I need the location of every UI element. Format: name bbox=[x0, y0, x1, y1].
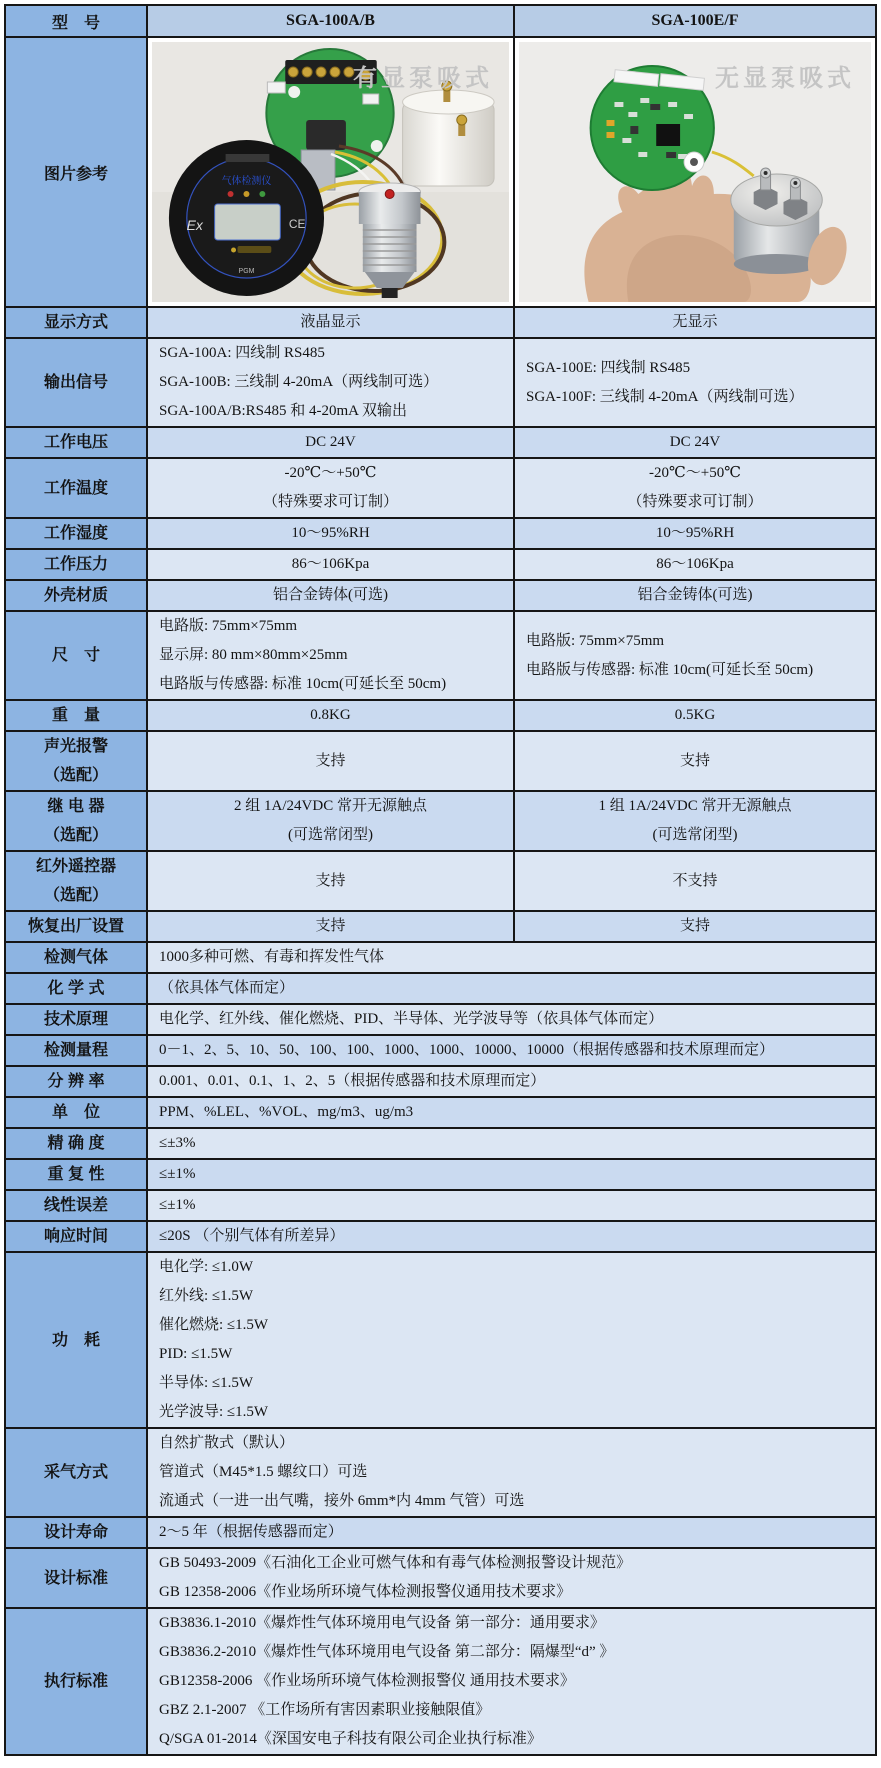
row-value bbox=[147, 580, 514, 611]
value-line: （依具体气体而定） bbox=[159, 980, 295, 996]
value-line: GB12358-2006 《作业场所环境气体检测报警仪 通用技术要求》 bbox=[159, 1673, 575, 1689]
row-label bbox=[5, 1128, 147, 1159]
table-row bbox=[5, 700, 876, 731]
label-line: 采气方式 bbox=[43, 1464, 108, 1481]
row-value bbox=[514, 427, 876, 458]
table-row bbox=[5, 911, 876, 942]
row-value bbox=[147, 307, 514, 338]
sensor-red-dot bbox=[385, 190, 394, 199]
value-line: PID: ≤1.5W bbox=[159, 1346, 233, 1362]
row-value bbox=[514, 307, 876, 338]
table-row bbox=[5, 942, 876, 973]
label-line: 工作电压 bbox=[43, 434, 108, 451]
image-row-label: 图片参考 bbox=[5, 37, 147, 307]
row-label bbox=[5, 1428, 147, 1517]
label-line: 重 量 bbox=[51, 707, 100, 724]
value-line: 0.5KG bbox=[674, 707, 716, 723]
table-row bbox=[5, 427, 876, 458]
label-line: 显示方式 bbox=[43, 314, 108, 331]
value-line: 电化学、红外线、催化燃烧、PID、半导体、光学波导等（依具体气体而定） bbox=[159, 1011, 664, 1027]
label-line: 技术原理 bbox=[43, 1011, 108, 1028]
value-line: ≤±1% bbox=[159, 1166, 196, 1182]
label-line: 恢复出厂设置 bbox=[27, 918, 124, 935]
row-value bbox=[514, 458, 876, 518]
table-row bbox=[5, 1097, 876, 1128]
column-header-sga100ab: SGA-100A/B bbox=[147, 5, 514, 37]
row-label bbox=[5, 611, 147, 700]
table-row bbox=[5, 1252, 876, 1428]
row-value bbox=[514, 518, 876, 549]
table-row bbox=[5, 307, 876, 338]
value-line: 光学波导: ≤1.5W bbox=[159, 1404, 269, 1420]
value-line: 0－1、2、5、10、50、100、100、1000、1000、10000、10000（根据传感器和技术原理而定） bbox=[159, 1042, 775, 1058]
row-label bbox=[5, 1035, 147, 1066]
value-line: 管道式（M45*1.5 螺纹口）可选 bbox=[159, 1464, 368, 1480]
label-line: 红外遥控器 bbox=[35, 858, 116, 875]
value-line: 0.8KG bbox=[310, 707, 351, 723]
row-value bbox=[147, 973, 876, 1004]
label-line: 设计标准 bbox=[43, 1569, 108, 1587]
model-header-label: 型 号 bbox=[5, 5, 147, 37]
ex-mark: Ex bbox=[186, 216, 203, 234]
row-value bbox=[147, 427, 514, 458]
led-red bbox=[228, 191, 234, 197]
row-label bbox=[5, 549, 147, 580]
row-label bbox=[5, 851, 147, 911]
value-line: 电路版: 75mm×75mm bbox=[526, 632, 665, 649]
value-line: 电路版: 75mm×75mm bbox=[159, 618, 298, 634]
row-value bbox=[147, 1097, 876, 1128]
value-line: 支持 bbox=[315, 872, 346, 889]
value-line: 支持 bbox=[315, 918, 346, 934]
header-row bbox=[5, 5, 876, 37]
label-line: （选配） bbox=[43, 827, 108, 844]
row-value bbox=[514, 911, 876, 942]
device-top-label bbox=[226, 154, 270, 162]
row-label bbox=[5, 518, 147, 549]
value-line: PPM、%LEL、%VOL、mg/m3、ug/m3 bbox=[159, 1104, 414, 1120]
row-value bbox=[147, 700, 514, 731]
label-line: 重 复 性 bbox=[47, 1166, 105, 1183]
value-line: DC 24V bbox=[669, 434, 721, 450]
row-label bbox=[5, 307, 147, 338]
row-value bbox=[514, 338, 876, 427]
row-value bbox=[147, 1517, 876, 1548]
row-value bbox=[147, 731, 514, 791]
image-row bbox=[5, 37, 876, 307]
value-line: (可选常闭型) bbox=[288, 827, 373, 843]
brand-strip bbox=[238, 246, 272, 253]
brass-nozzle-2 bbox=[457, 115, 467, 136]
row-value bbox=[514, 611, 876, 700]
row-label bbox=[5, 338, 147, 427]
value-line: 不支持 bbox=[672, 872, 718, 889]
row-label bbox=[5, 1097, 147, 1128]
table-row bbox=[5, 1128, 876, 1159]
table-row bbox=[5, 580, 876, 611]
product-photo-cell-right bbox=[514, 37, 876, 307]
label-line: 工作湿度 bbox=[43, 525, 108, 542]
row-label bbox=[5, 911, 147, 942]
label-line: 检测量程 bbox=[43, 1042, 108, 1059]
led-amber bbox=[243, 191, 249, 197]
row-label bbox=[5, 1066, 147, 1097]
row-value bbox=[147, 1035, 876, 1066]
pump-cylinder-white bbox=[403, 81, 494, 186]
table-row bbox=[5, 1517, 876, 1548]
row-value bbox=[147, 1428, 876, 1517]
value-line: 1000多种可燃、有毒和挥发性气体 bbox=[159, 949, 385, 965]
row-label bbox=[5, 1190, 147, 1221]
device-title: 气体检测仪 bbox=[221, 175, 272, 188]
row-value bbox=[514, 791, 876, 851]
row-value bbox=[147, 458, 514, 518]
row-value bbox=[147, 911, 514, 942]
value-line: DC 24V bbox=[305, 434, 356, 450]
row-value bbox=[514, 700, 876, 731]
row-value bbox=[147, 549, 514, 580]
value-line: 液晶显示 bbox=[300, 314, 361, 330]
row-value bbox=[147, 1221, 876, 1252]
pgm-button-label: PGM bbox=[238, 267, 255, 276]
row-value bbox=[147, 1190, 876, 1221]
row-value bbox=[147, 1159, 876, 1190]
row-label bbox=[5, 942, 147, 973]
value-line: ≤±3% bbox=[159, 1135, 196, 1151]
table-row bbox=[5, 518, 876, 549]
connector-white bbox=[267, 82, 285, 93]
value-line: GBZ 2.1-2007 《工作场所有害因素职业接触限值》 bbox=[159, 1702, 491, 1718]
value-line: 流通式（一进一出气嘴，接外 6mm*内 4mm 气管）可选 bbox=[159, 1493, 525, 1509]
label-line: 外壳材质 bbox=[43, 587, 108, 604]
table-row bbox=[5, 611, 876, 700]
product-photo-left bbox=[152, 42, 509, 302]
value-line: 铝合金铸体(可选) bbox=[273, 587, 388, 603]
value-line: 显示屏: 80 mm×80mm×25mm bbox=[159, 647, 348, 663]
value-line: 10～95%RH bbox=[291, 525, 370, 541]
value-line: -20℃～+50℃ bbox=[648, 465, 741, 481]
row-value bbox=[147, 1548, 876, 1608]
value-line: SGA-100A: 四线制 RS485 bbox=[159, 345, 325, 361]
row-value bbox=[514, 580, 876, 611]
row-label bbox=[5, 731, 147, 791]
row-value bbox=[147, 1608, 876, 1755]
table-row bbox=[5, 791, 876, 851]
label-line: 分 辨 率 bbox=[47, 1073, 105, 1090]
detector-device bbox=[169, 140, 324, 296]
row-label bbox=[5, 1004, 147, 1035]
table-row bbox=[5, 1190, 876, 1221]
value-line: GB3836.2-2010《爆炸性气体环境用电气设备 第二部分：隔爆型“d” 》 bbox=[159, 1644, 615, 1660]
table-row bbox=[5, 1159, 876, 1190]
value-line: （特殊要求可订制） bbox=[627, 494, 763, 510]
value-line: （特殊要求可订制） bbox=[262, 494, 398, 510]
column-header-sga100ef: SGA-100E/F bbox=[514, 5, 876, 37]
table-row bbox=[5, 1221, 876, 1252]
value-line: ≤20S （个别气体有所差异） bbox=[159, 1228, 345, 1244]
table-row bbox=[5, 1608, 876, 1755]
value-line: 2～5 年（根据传感器而定） bbox=[159, 1524, 343, 1540]
row-label bbox=[5, 1608, 147, 1755]
value-line: 10～95%RH bbox=[655, 525, 735, 541]
value-line: 2 组 1A/24VDC 常开无源触点 bbox=[234, 798, 427, 814]
label-line: 执行标准 bbox=[43, 1673, 108, 1690]
row-value bbox=[147, 1066, 876, 1097]
value-line: 0.001、0.01、0.1、1、2、5（根据传感器和技术原理而定） bbox=[159, 1073, 546, 1089]
watermark-left: 有显泵吸式 bbox=[353, 66, 493, 92]
value-line: ≤±1% bbox=[159, 1197, 196, 1213]
table-row bbox=[5, 1428, 876, 1517]
label-line: 工作温度 bbox=[43, 479, 108, 497]
row-value bbox=[147, 518, 514, 549]
value-line: 铝合金铸体(可选) bbox=[637, 587, 753, 603]
value-line: -20℃～+50℃ bbox=[284, 465, 377, 481]
row-value bbox=[147, 851, 514, 911]
row-label bbox=[5, 1252, 147, 1428]
value-line: SGA-100F: 三线制 4-20mA（两线制可选） bbox=[526, 388, 804, 405]
value-line: (可选常闭型) bbox=[652, 827, 738, 843]
value-line: 支持 bbox=[679, 918, 710, 934]
value-line: 红外线: ≤1.5W bbox=[159, 1288, 254, 1304]
table-row bbox=[5, 549, 876, 580]
label-line: 继 电 器 bbox=[47, 798, 105, 815]
label-line: 化 学 式 bbox=[47, 980, 105, 997]
row-value bbox=[514, 731, 876, 791]
row-label bbox=[5, 1159, 147, 1190]
row-label bbox=[5, 1517, 147, 1548]
label-line: 线性误差 bbox=[43, 1197, 108, 1214]
label-line: 功 耗 bbox=[51, 1331, 100, 1349]
row-value bbox=[514, 549, 876, 580]
row-label bbox=[5, 973, 147, 1004]
value-line: 半导体: ≤1.5W bbox=[159, 1375, 254, 1391]
value-line: SGA-100E: 四线制 RS485 bbox=[526, 359, 691, 376]
value-line: 86～106Kpa bbox=[291, 556, 370, 572]
value-line: 电路版与传感器: 标准 10cm(可延长至 50cm) bbox=[526, 661, 814, 678]
main-ic-chip bbox=[656, 124, 680, 146]
value-line: 86～106Kpa bbox=[656, 556, 734, 572]
table-row bbox=[5, 1035, 876, 1066]
spec-table bbox=[4, 4, 877, 1756]
table-row bbox=[5, 973, 876, 1004]
row-value bbox=[514, 851, 876, 911]
row-value bbox=[147, 791, 514, 851]
led-green bbox=[259, 191, 265, 197]
table-row bbox=[5, 1066, 876, 1097]
row-value bbox=[147, 942, 876, 973]
spec-table-body bbox=[5, 5, 876, 1755]
table-row bbox=[5, 1548, 876, 1608]
value-line: SGA-100B: 三线制 4-20mA（两线制可选） bbox=[159, 374, 439, 390]
value-line: 无显示 bbox=[672, 314, 718, 330]
value-line: 电路版与传感器: 标准 10cm(可延长至 50cm) bbox=[159, 676, 447, 692]
label-line: 响应时间 bbox=[43, 1228, 108, 1245]
value-line: GB 50493-2009《石油化工企业可燃气体和有毒气体检测报警设计规范》 bbox=[159, 1555, 632, 1571]
product-photo-cell-left bbox=[147, 37, 514, 307]
value-line: 1 组 1A/24VDC 常开无源触点 bbox=[598, 798, 792, 814]
row-label bbox=[5, 700, 147, 731]
table-row bbox=[5, 458, 876, 518]
label-line: 精 确 度 bbox=[47, 1135, 105, 1152]
row-value bbox=[147, 1128, 876, 1159]
value-line: 电化学: ≤1.0W bbox=[159, 1259, 254, 1275]
lcd-screen bbox=[215, 204, 281, 240]
value-line: 自然扩散式（默认） bbox=[159, 1435, 295, 1451]
table-row bbox=[5, 1004, 876, 1035]
row-label bbox=[5, 791, 147, 851]
value-line: GB 12358-2006《作业场所环境气体检测报警仪通用技术要求》 bbox=[159, 1584, 572, 1600]
row-value bbox=[147, 611, 514, 700]
row-label bbox=[5, 427, 147, 458]
row-value bbox=[147, 1004, 876, 1035]
row-value bbox=[147, 1252, 876, 1428]
product-photo-right bbox=[519, 42, 871, 302]
label-line: 声光报警 bbox=[43, 738, 108, 755]
label-line: （选配） bbox=[43, 887, 108, 904]
value-line: 催化燃烧: ≤1.5W bbox=[159, 1317, 269, 1333]
value-line: Q/SGA 01-2014《深国安电子科技有限公司企业执行标准》 bbox=[159, 1731, 542, 1747]
row-label bbox=[5, 1548, 147, 1608]
row-label bbox=[5, 458, 147, 518]
row-value bbox=[147, 338, 514, 427]
label-line: 检测气体 bbox=[43, 949, 108, 966]
row-label bbox=[5, 580, 147, 611]
row-label bbox=[5, 1221, 147, 1252]
table-row bbox=[5, 731, 876, 791]
value-line: GB3836.1-2010《爆炸性气体环境用电气设备 第一部分：通用要求》 bbox=[159, 1615, 605, 1631]
label-line: 设计寿命 bbox=[43, 1524, 108, 1541]
table-row bbox=[5, 851, 876, 911]
label-line: 输出信号 bbox=[43, 374, 108, 391]
label-line: 尺 寸 bbox=[51, 647, 100, 664]
label-line: （选配） bbox=[43, 767, 108, 784]
value-line: SGA-100A/B:RS485 和 4-20mA 双输出 bbox=[159, 403, 407, 419]
value-line: 支持 bbox=[315, 752, 346, 769]
label-line: 工作压力 bbox=[43, 556, 108, 573]
table-row bbox=[5, 338, 876, 427]
watermark-right: 无显泵吸式 bbox=[715, 66, 855, 92]
label-line: 单 位 bbox=[51, 1104, 100, 1121]
value-line: 支持 bbox=[679, 752, 710, 769]
ce-mark: CE bbox=[288, 216, 306, 232]
